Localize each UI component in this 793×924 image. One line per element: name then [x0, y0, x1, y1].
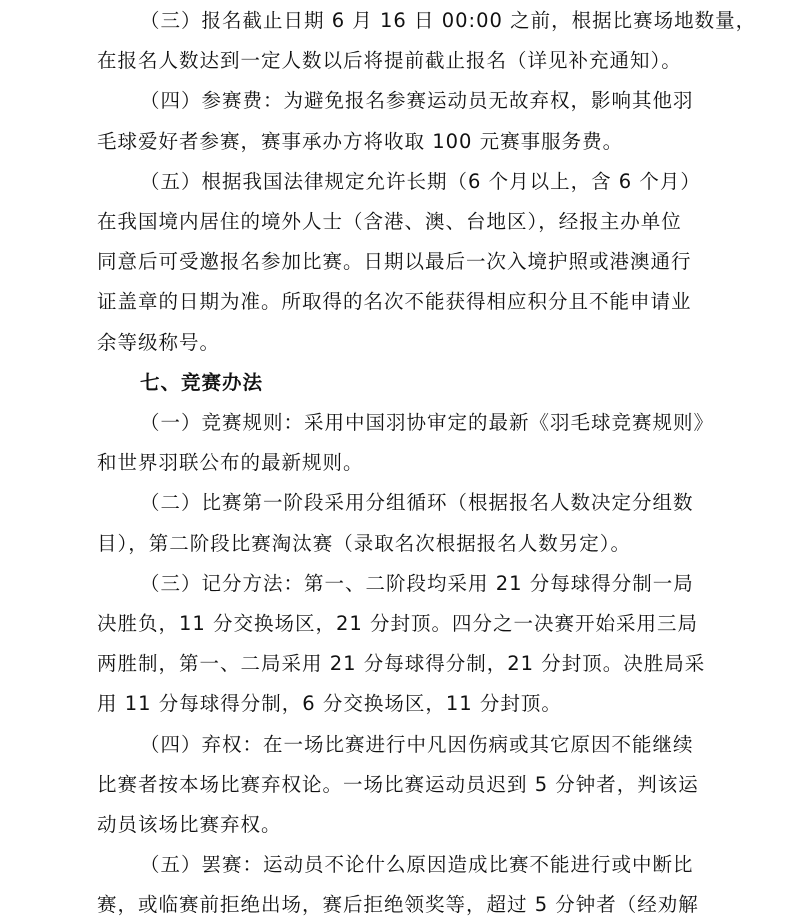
text-line: （一）竞赛规则：采用中国羽协审定的最新《羽毛球竞赛规则》	[140, 411, 715, 434]
text-line: （五）罢赛：运动员不论什么原因造成比赛不能进行或中断比	[140, 853, 694, 877]
text-line: 和世界羽联公布的最新规则。	[97, 451, 364, 475]
section-heading: 七、竞赛办法	[140, 370, 264, 394]
text-line: 同意后可受邀报名参加比赛。日期以最后一次入境护照或港澳通行	[97, 250, 692, 274]
text-line: （三）记分方法：第一、二阶段均采用 21 分每球得分制一局	[140, 571, 694, 595]
text-line: （四）参赛费：为避免报名参赛运动员无故弃权，影响其他羽	[140, 89, 694, 113]
text-line: 赛，或临赛前拒绝出场，赛后拒绝领奖等，超过 5 分钟者（经劝解	[97, 893, 699, 917]
text-line: （二）比赛第一阶段采用分组循环（根据报名人数决定分组数	[140, 491, 694, 515]
text-line: 在我国境内居住的境外人士（含港、澳、台地区），经报主办单位	[97, 210, 682, 233]
text-line: 动员该场比赛弃权。	[97, 813, 282, 836]
text-line: 决胜负，11 分交换场区，21 分封顶。四分之一决赛开始采用三局	[97, 612, 699, 635]
text-line: （四）弃权：在一场比赛进行中凡因伤病或其它原因不能继续	[140, 732, 694, 756]
text-line: 在报名人数达到一定人数以后将提前截止报名（详见补充通知）。	[97, 49, 682, 73]
text-line: 余等级称号。	[97, 330, 221, 354]
text-line: （五）根据我国法律规定允许长期（6 个月以上，含 6 个月）	[140, 169, 701, 193]
text-line: 比赛者按本场比赛弃权论。一场比赛运动员迟到 5 分钟者，判该运	[97, 772, 699, 796]
text-line: （三）报名截止日期 6 月 16 日 00:00 之前，根据比赛场地数量，	[140, 9, 757, 32]
text-line: 两胜制，第一、二局采用 21 分每球得分制，21 分封顶。决胜局采	[97, 652, 706, 676]
text-line: 目），第二阶段比赛淘汰赛（录取名次根据报名人数另定）。	[97, 531, 632, 555]
text-line: 毛球爱好者参赛，赛事承办方将收取 100 元赛事服务费。	[97, 129, 624, 153]
text-line: 证盖章的日期为准。所取得的名次不能获得相应积分且不能申请业	[97, 290, 692, 314]
text-line: 用 11 分每球得分制，6 分交换场区，11 分封顶。	[97, 692, 562, 716]
